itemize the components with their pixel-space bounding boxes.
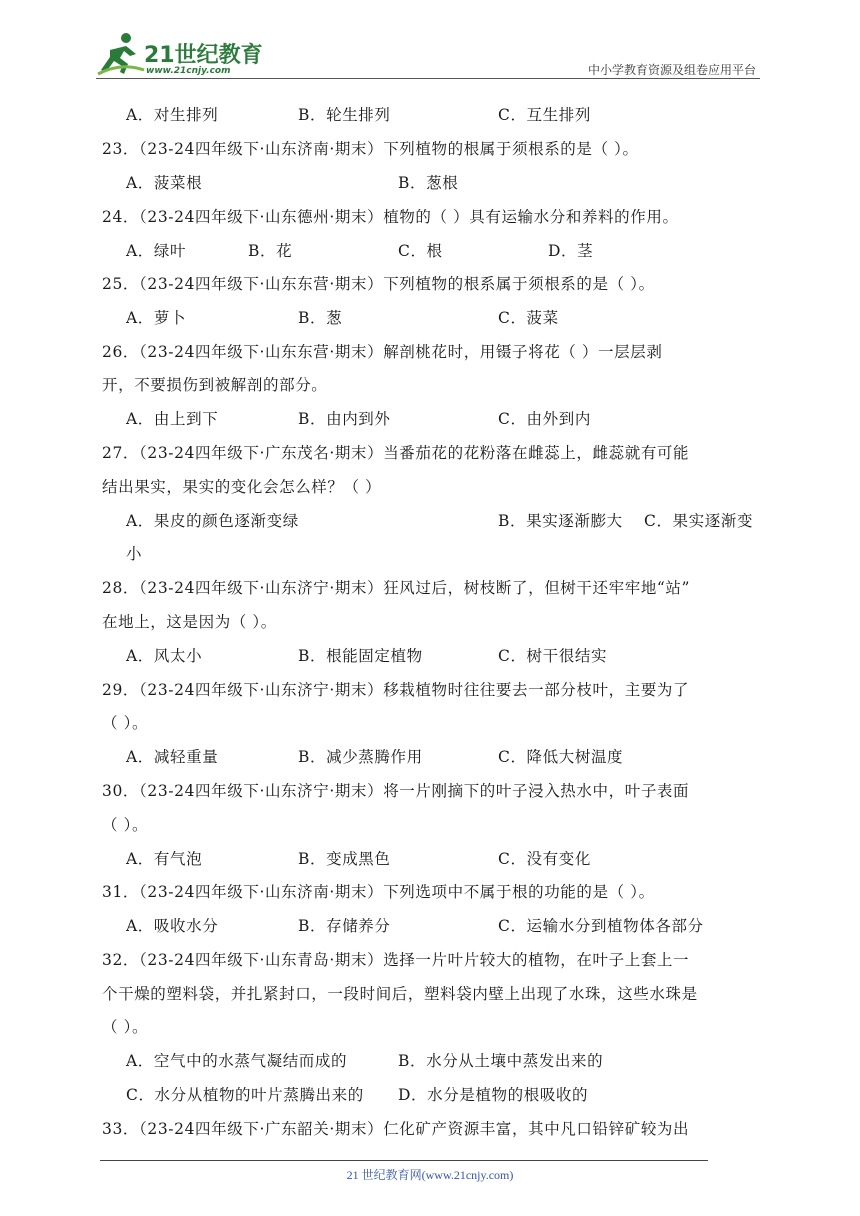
q32-option-b: B．水分从土壤中蒸发出来的 — [398, 1052, 604, 1070]
q29-stem-cont: （ ）。 — [102, 714, 149, 732]
q30-option-c: C．没有变化 — [498, 850, 591, 868]
q25-option-c: C．菠菜 — [498, 309, 559, 327]
header-tagline: 中小学教育资源及组卷应用平台 — [587, 63, 756, 77]
q32-stem: 32．（23-24四年级下·山东青岛·期末）选择一片叶片较大的植物，在叶子上套上一 — [102, 951, 690, 969]
runner-logo-icon — [96, 30, 146, 78]
q29-stem: 29．（23-24四年级下·山东济宁·期末）移栽植物时往往要去一部分枝叶，主要为了 — [102, 681, 690, 699]
q22-option-c: C．互生排列 — [498, 106, 591, 124]
q26-option-a: A．由上到下 — [126, 410, 219, 428]
logo-wordmark: 21世纪教育 — [144, 43, 263, 68]
q32-option-a: A．空气中的水蒸气凝结而成的 — [126, 1052, 348, 1070]
q27-option-b: B．果实逐渐膨大 — [498, 512, 623, 530]
q29-option-a: A．减轻重量 — [126, 748, 219, 766]
q32-option-d: D．水分是植物的根吸收的 — [398, 1086, 589, 1104]
q24-option-c: C．根 — [398, 242, 443, 260]
footer-divider — [100, 1160, 708, 1161]
site-logo[interactable] — [96, 30, 266, 78]
q29-option-c: C．降低大树温度 — [498, 748, 624, 766]
q31-stem: 31．（23-24四年级下·山东济南·期末）下列选项中不属于根的功能的是（ ）。 — [102, 883, 655, 901]
q23-stem: 23．（23-24四年级下·山东济南·期末）下列植物的根属于须根系的是（ ）。 — [102, 140, 639, 158]
q25-stem: 25．（23-24四年级下·山东东营·期末）下列植物的根系属于须根系的是（ ）。 — [102, 275, 655, 293]
q25-option-a: A．萝卜 — [126, 309, 187, 327]
header-divider — [96, 78, 760, 79]
q32-stem-cont2: （ ）。 — [102, 1018, 149, 1036]
q26-stem-cont: 开，不要损伤到被解剖的部分。 — [102, 376, 328, 394]
q31-option-c: C．运输水分到植物体各部分 — [498, 917, 704, 935]
footer-link[interactable]: 21 世纪教育网(www.21cnjy.com) — [346, 1168, 514, 1182]
q27-option-c-wrap: 小 — [126, 545, 143, 563]
q30-stem: 30．（23-24四年级下·山东济宁·期末）将一片刚摘下的叶子浸入热水中，叶子表面 — [102, 782, 690, 800]
q28-stem-cont: 在地上，这是因为（ ）。 — [102, 613, 277, 631]
q22-option-a: A．对生排列 — [126, 106, 219, 124]
q28-option-b: B．根能固定植物 — [298, 647, 423, 665]
q27-option-c: C．果实逐渐变 — [644, 512, 754, 530]
q31-option-b: B．存储养分 — [298, 917, 391, 935]
q22-option-b: B．轮生排列 — [298, 106, 391, 124]
q26-option-c: C．由外到内 — [498, 410, 591, 428]
q26-option-b: B．由内到外 — [298, 410, 391, 428]
q30-option-a: A．有气泡 — [126, 850, 203, 868]
q30-option-b: B．变成黑色 — [298, 850, 391, 868]
q28-stem: 28．（23-24四年级下·山东济宁·期末）狂风过后，树枝断了，但树干还牢牢地“站” — [102, 579, 691, 597]
q28-option-a: A．风太小 — [126, 647, 203, 665]
q24-option-d: D．茎 — [548, 242, 594, 260]
q27-option-a: A．果皮的颜色逐渐变绿 — [126, 512, 299, 530]
q23-option-a: A．菠菜根 — [126, 174, 203, 192]
q24-option-b: B．花 — [248, 242, 293, 260]
q25-option-b: B．葱 — [298, 309, 343, 327]
q26-stem: 26．（23-24四年级下·山东东营·期末）解剖桃花时，用镊子将花（ ）一层层剥 — [102, 343, 663, 361]
q31-option-a: A．吸收水分 — [126, 917, 219, 935]
q23-option-b: B．葱根 — [398, 174, 459, 192]
q27-stem: 27．（23-24四年级下·广东茂名·期末）当番茄花的花粉落在雌蕊上，雌蕊就有可能 — [102, 444, 690, 462]
page-header — [0, 0, 860, 90]
q30-stem-cont: （ ）。 — [102, 816, 149, 834]
q32-stem-cont: 个干燥的塑料袋，并扎紧封口，一段时间后，塑料袋内壁上出现了水珠，这些水珠是 — [102, 985, 698, 1003]
q33-stem: 33．（23-24四年级下·广东韶关·期末）仁化矿产资源丰富，其中凡口铅锌矿较为出 — [102, 1120, 690, 1138]
q24-stem: 24．（23-24四年级下·山东德州·期末）植物的（ ）具有运输水分和养料的作用。 — [102, 208, 679, 226]
q27-stem-cont: 结出果实，果实的变化会怎么样？（ ） — [102, 478, 382, 496]
q24-option-a: A．绿叶 — [126, 242, 187, 260]
q28-option-c: C．树干很结实 — [498, 647, 608, 665]
q32-option-c: C．水分从植物的叶片蒸腾出来的 — [126, 1086, 364, 1104]
q29-option-b: B．减少蒸腾作用 — [298, 748, 423, 766]
logo-url: www.21cnjy.com — [146, 66, 231, 76]
